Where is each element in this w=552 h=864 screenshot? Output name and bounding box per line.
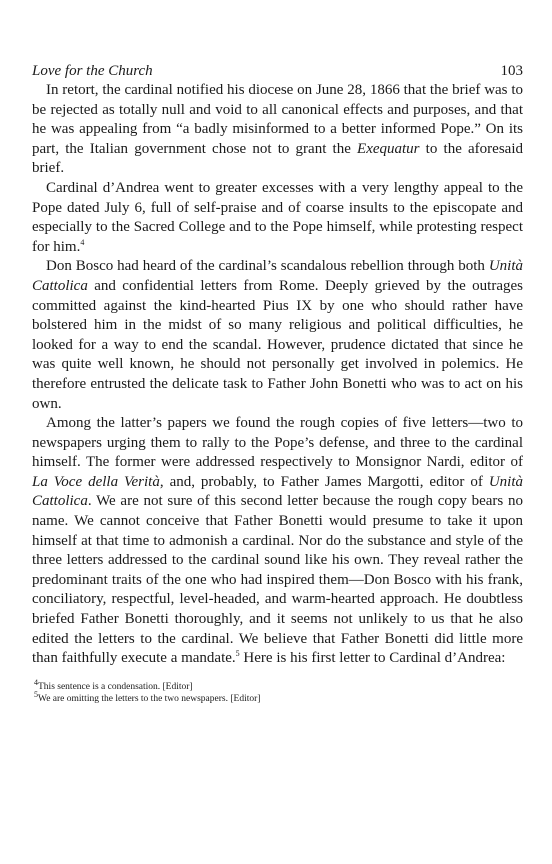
footnote-text: This sentence is a condensation. [Editor] — [38, 681, 193, 692]
footnote-5 — [32, 689, 523, 705]
p4-text-d: Here is his first letter to Cardinal d’Andrea: — [239, 650, 506, 667]
p3-text-a: Don Bosco had heard of the cardinal’s scandalous rebellion through both — [46, 258, 489, 275]
paragraph-2 — [32, 179, 523, 257]
p4-italic-1: La Voce della Verità — [32, 473, 160, 490]
p4-text-a: Among the latter’s papers we found the rough copies of five letters—two to newspapers urging them to rally to the Pope’s defense, and three to the cardinal himself. The former were addressed respectively to Monsignor Nardi, editor of — [32, 415, 523, 471]
p4-text-b: , and, probably, to Father James Margotti, editor of — [159, 473, 489, 490]
running-title: Love for the Church — [32, 63, 153, 79]
p3-italic: Unità Cattolica — [32, 258, 523, 294]
footnote-marker: 4 — [34, 677, 38, 687]
footnote-4 — [32, 677, 523, 693]
footnote-ref-5: 5 — [235, 649, 240, 659]
paragraph-1 — [32, 81, 523, 179]
footnote-text: We are omitting the letters to the two newspapers. [Editor] — [38, 693, 261, 704]
p3-text-b: and confidential letters from Rome. Deeply grieved by the outrages committed against the kind-hearted Pius IX by one who should rather have bolstered him in the midst of so many religious and political difficulties, he looked for a way to end the scandal. However, prudence dictated that since he was quite well known, he should not personally get involved in polemics. He therefore entrusted the delicate task to Father John Bonetti who was to act on his own. — [32, 277, 523, 412]
paragraph-4 — [32, 414, 523, 669]
footnote-marker: 5 — [34, 689, 38, 699]
running-head — [32, 62, 523, 81]
document-page — [32, 62, 523, 705]
body-text — [32, 81, 523, 669]
p4-text-c: . We are not sure of this second letter because the rough copy bears no name. We cannot conceive that Father Bonetti would presume to take it upon himself at that time to admonish a cardinal. Nor do the substance and style of the three letters addressed to the cardinal sound like his own. They reveal rather the predominant traits of the one who had inspired them—Don Bosco with his frank, conciliatory, respectful, level-headed, and warm-hearted approach. He doubtless briefed Father Bonetti thoroughly, and it seems not unlikely to us that he also edited the letters to the cardinal. We believe that Father Bonetti did little more than faithfully execute a mandate. — [32, 493, 523, 667]
p1-text: In retort, the cardinal notified his diocese on June 28, 1866 that the brief was to be rejected as totally null and void to all canonical effects and purposes, and that he was appealing from “a badly misinformed to a better informed Pope.” On its part, the Italian government chose not to grant the — [32, 82, 523, 157]
p1-italic: Exequatur — [357, 140, 420, 157]
p2-text: Cardinal d’Andrea went to greater excesses with a very lengthy appeal to the Pope dated July 6, full of self-praise and of coarse insults to the episcopate and especially to the Sacred College and to the Pope himself, while protesting respect for him. — [32, 179, 523, 255]
footnote-ref-4: 4 — [80, 237, 85, 247]
paragraph-3 — [32, 257, 523, 414]
p4-italic-2: Unità Cattolica — [32, 473, 523, 510]
footnotes — [32, 677, 523, 705]
p1-end: to the aforesaid brief. — [32, 140, 523, 177]
page-number: 103 — [500, 63, 523, 79]
